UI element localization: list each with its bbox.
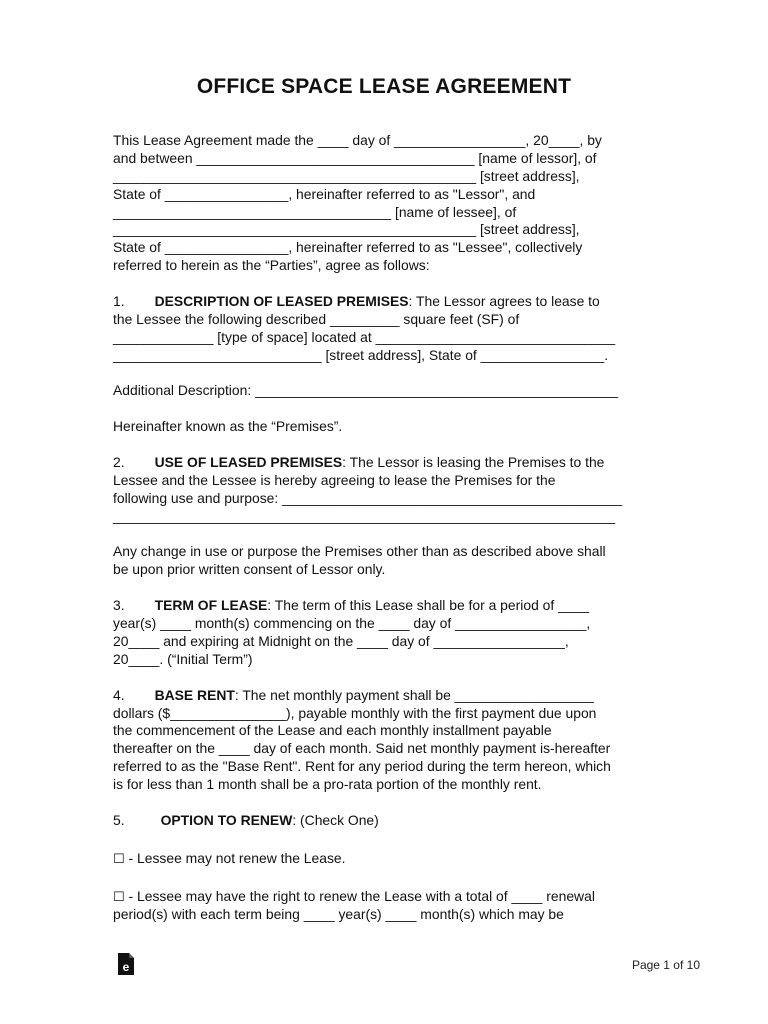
renew-option-yes[interactable] [113, 888, 658, 906]
section-number: 4. [113, 686, 125, 703]
section-line: following use and purpose: ____________________________________________ [113, 489, 623, 506]
section-number: 5. [113, 811, 125, 828]
checkbox-icon[interactable]: ☐ [113, 889, 125, 905]
svg-text:e: e [122, 960, 130, 974]
section-5 [113, 812, 658, 924]
section-line: Lessee and the Lessee is hereby agreeing to lease the Premises for the [113, 471, 556, 488]
section-text: : The Lessor agrees to lease to [408, 293, 600, 310]
section-line: 20____. (“Initial Term”) [113, 650, 253, 667]
intro-line: _______________________________________________ [street address], [113, 221, 580, 238]
section-line: 20____ and expiring at Midnight on the ____ day of _________________, [113, 632, 569, 649]
section-line: period(s) with each term being ____ year(s) ____ month(s) which may be [113, 905, 564, 922]
section-line: year(s) ____ month(s) commencing on the ____ day of _________________, [113, 615, 591, 632]
section-line: the commencement of the Lease and each monthly installment payable [113, 722, 552, 739]
intro-line: This Lease Agreement made the ____ day of _________________, 20____, by [113, 132, 602, 148]
section-heading: TERM OF LEASE [154, 597, 268, 614]
section-text: : The net monthly payment shall be __________________ [234, 686, 594, 703]
section-line: Any change in use or purpose the Premises other than as described above shall [113, 543, 606, 560]
section-heading: OPTION TO RENEW [160, 811, 293, 828]
section-line: _____________ [type of space] located at _______________________________ [113, 328, 616, 345]
intro-line: State of ________________, hereinafter referred to as "Lessor", and [113, 185, 536, 202]
section-line: dollars ($_______________), payable monthly with the first payment due upon [113, 704, 597, 721]
intro-line: _______________________________________________ [street address], [113, 167, 580, 184]
section-line: be upon prior written consent of Lessor only. [113, 561, 386, 578]
section-text: : The Lessor is leasing the Premises to the [342, 454, 605, 471]
section-1 [113, 293, 658, 436]
additional-description: Additional Description: _______________________________________________ [113, 382, 619, 399]
premises-definition: Hereinafter known as the “Premises”. [113, 418, 343, 435]
checkbox-icon[interactable]: ☐ [113, 851, 125, 867]
intro-line: State of ________________, hereinafter referred to as "Lessee", collectively [113, 239, 583, 256]
section-number: 2. [113, 454, 125, 471]
renew-option-no[interactable] [113, 850, 658, 868]
section-line: the Lessee the following described _________ square feet (SF) of [113, 310, 520, 327]
section-line: thereafter on the ____ day of each month. Said net monthly payment is-hereafter [113, 740, 611, 757]
intro-line: and between ____________________________________ [name of lessor], of [113, 149, 597, 166]
section-line: referred to as the "Base Rent". Rent for any period during the term hereon, which [113, 758, 611, 775]
section-text: : (Check One) [292, 811, 379, 828]
section-2 [113, 454, 658, 579]
section-line: is for less than 1 month shall be a pro-rata portion of the monthly rent. [113, 776, 542, 793]
section-line: ___________________________ [street address], State of ________________. [113, 346, 609, 363]
section-number: 3. [113, 597, 125, 614]
intro-line: ____________________________________ [name of lessee], of [113, 203, 517, 220]
option-label: - Lessee may have the right to renew the Lease with a total of ____ renewal [124, 887, 595, 904]
section-number: 1. [113, 293, 125, 310]
eforms-logo-icon [117, 953, 135, 975]
section-text: : The term of this Lease shall be for a period of ____ [267, 597, 590, 614]
option-label: - Lessee may not renew the Lease. [124, 849, 346, 866]
page-number: Page 1 of 10 [631, 958, 700, 972]
section-heading: USE OF LEASED PREMISES [154, 454, 343, 471]
document-body [113, 132, 658, 923]
section-heading: DESCRIPTION OF LEASED PREMISES [154, 293, 409, 310]
section-4 [113, 687, 658, 794]
intro-line: referred to herein as the “Parties”, agree as follows: [113, 257, 430, 274]
section-3 [113, 597, 658, 669]
intro-paragraph [113, 132, 658, 275]
section-heading: BASE RENT [154, 686, 235, 703]
document-title: OFFICE SPACE LEASE AGREEMENT [196, 75, 572, 98]
section-line: _________________________________________________________________ [113, 507, 616, 524]
